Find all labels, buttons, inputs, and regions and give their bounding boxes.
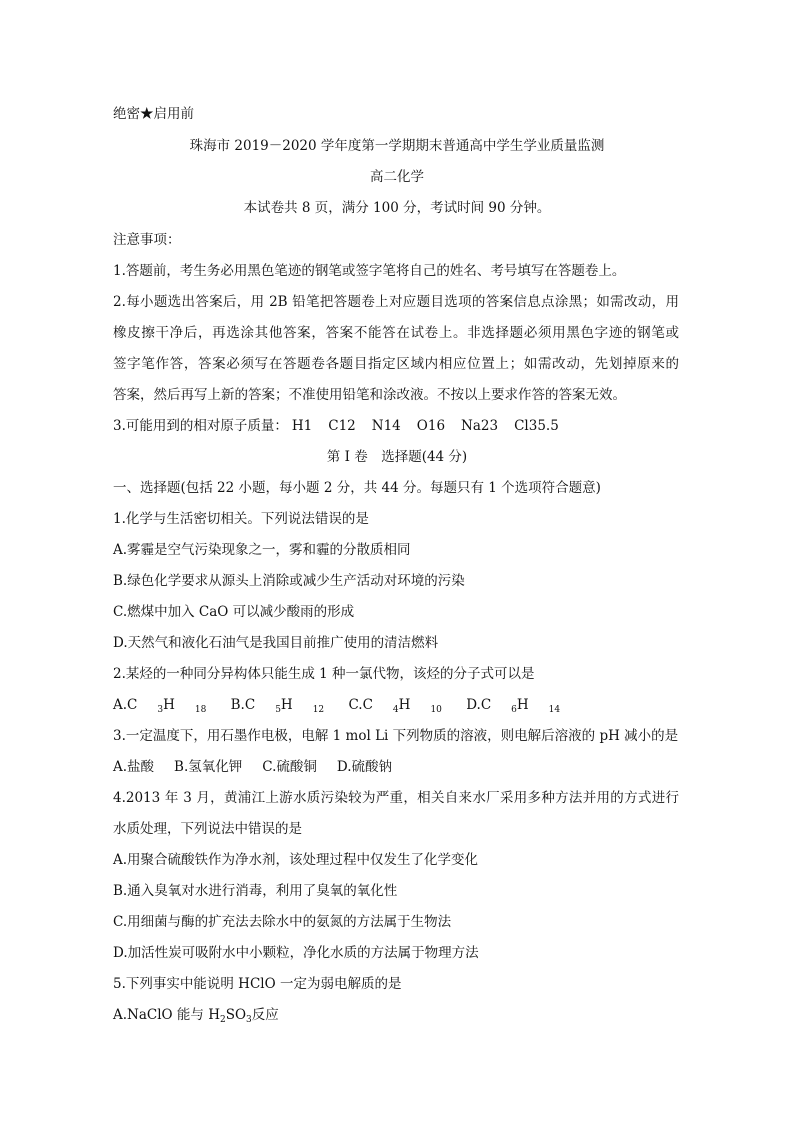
q3-option-d: D.硫酸钠 [336, 759, 393, 775]
q3-stem: 3.一定温度下，用石墨作电极，电解 1 mol Li 下列物质的溶液，则电解后溶液的 pH 减小的是 [113, 728, 679, 744]
q1-option-b: B.绿色化学要求从源头上消除或减少生产活动对环境的污染 [113, 573, 465, 589]
mass-cl: Cl35.5 [514, 418, 559, 434]
q3-option-a: A.盐酸 [113, 759, 155, 775]
secret-label: 绝密★启用前 [113, 106, 194, 122]
mass-h: H1 [291, 418, 313, 434]
q3-option-b: B.氢氧化钾 [174, 759, 243, 775]
mass-o: O16 [416, 418, 446, 434]
subject-title: 高二化学 [370, 169, 424, 185]
q1-option-d: D.天然气和液化石油气是我国目前推广使用的清洁燃料 [113, 635, 439, 651]
q1-stem: 1.化学与生活密切相关。下列说法错误的是 [113, 511, 369, 527]
note-3 [113, 416, 683, 436]
q2-options [113, 695, 683, 715]
q2-stem: 2.某烃的一种同分异构体只能生成 1 种一氯代物，该烃的分子式可以是 [113, 666, 535, 682]
q4-stem-line-1: 4.2013 年 3 月，黄浦江上游水质污染较为严重，相关自来水厂采用多种方法并用的方式进行 [113, 790, 679, 806]
q2-option-d: D.C $_6$H $_{14}$ [466, 697, 561, 715]
mass-n: N14 [371, 418, 401, 434]
note-2-line-3: 签字笔作答，答案必须写在答题卷各题目指定区域内相应位置上；如需改动，先划掉原来的 [113, 356, 679, 372]
note-2-line-4: 答案，然后再写上新的答案；不准使用铅笔和涂改液。不按以上要求作答的答案无效。 [113, 387, 626, 403]
q5-option-a: A.NaClO 能与 $H_2SO_3$反应 [113, 1007, 279, 1025]
mass-c: C12 [328, 418, 356, 434]
q2-option-b: B.C $_5$H $_{12}$ [230, 697, 325, 715]
q4-option-d: D.加活性炭可吸附水中小颗粒，净化水质的方法属于物理方法 [113, 945, 479, 961]
exam-info: 本试卷共 8 页，满分 100 分，考试时间 90 分钟。 [243, 200, 551, 216]
section-title: 第 I 卷 选择题(44 分) [326, 449, 468, 465]
note-3-label: 3.可能用到的相对原子质量： [113, 418, 288, 434]
notes-heading: 注意事项： [113, 232, 181, 248]
q3-option-c: C.硫酸铜 [262, 759, 317, 775]
mass-na: Na23 [461, 418, 499, 434]
q1-option-c: C.燃煤中加入 CaO 可以减少酸雨的形成 [113, 604, 355, 620]
q4-stem-line-2: 水质处理，下列说法中错误的是 [113, 821, 302, 837]
q4-option-a: A.用聚合硫酸铁作为净水剂，该处理过程中仅发生了化学变化 [113, 852, 479, 868]
q3-options [113, 757, 683, 777]
part-heading: 一、选择题(包括 22 小题，每小题 2 分，共 44 分。每题只有 1 个选项符合题意) [113, 480, 601, 496]
note-2-line-1: 2.每小题选出答案后，用 2B 铅笔把答题卷上对应题目选项的答案信息点涂黑；如需改动，用 [113, 294, 679, 310]
note-1: 1.答题前，考生务必用黑色笔迹的钢笔或签字笔将自己的姓名、考号填写在答题卷上。 [113, 263, 626, 279]
q2-option-c: C.C $_4$H $_{10}$ [348, 697, 442, 715]
exam-title: 珠海市 2019－2020 学年度第一学期期末普通高中学生学业质量监测 [189, 138, 605, 154]
q2-option-a: A.C $_3$H $_{18}$ [113, 697, 207, 715]
q1-option-a: A.雾霾是空气污染现象之一，雾和霾的分散质相同 [113, 542, 411, 558]
q4-option-b: B.通入臭氧对水进行消毒，利用了臭氧的氧化性 [113, 883, 398, 899]
note-2-line-2: 橡皮擦干净后，再选涂其他答案，答案不能答在试卷上。非选择题必须用黑色字迹的钢笔或 [113, 325, 679, 341]
q5-stem: 5.下列事实中能说明 HClO 一定为弱电解质的是 [113, 976, 402, 992]
q4-option-c: C.用细菌与酶的扩充法去除水中的氨氮的方法属于生物法 [113, 914, 452, 930]
